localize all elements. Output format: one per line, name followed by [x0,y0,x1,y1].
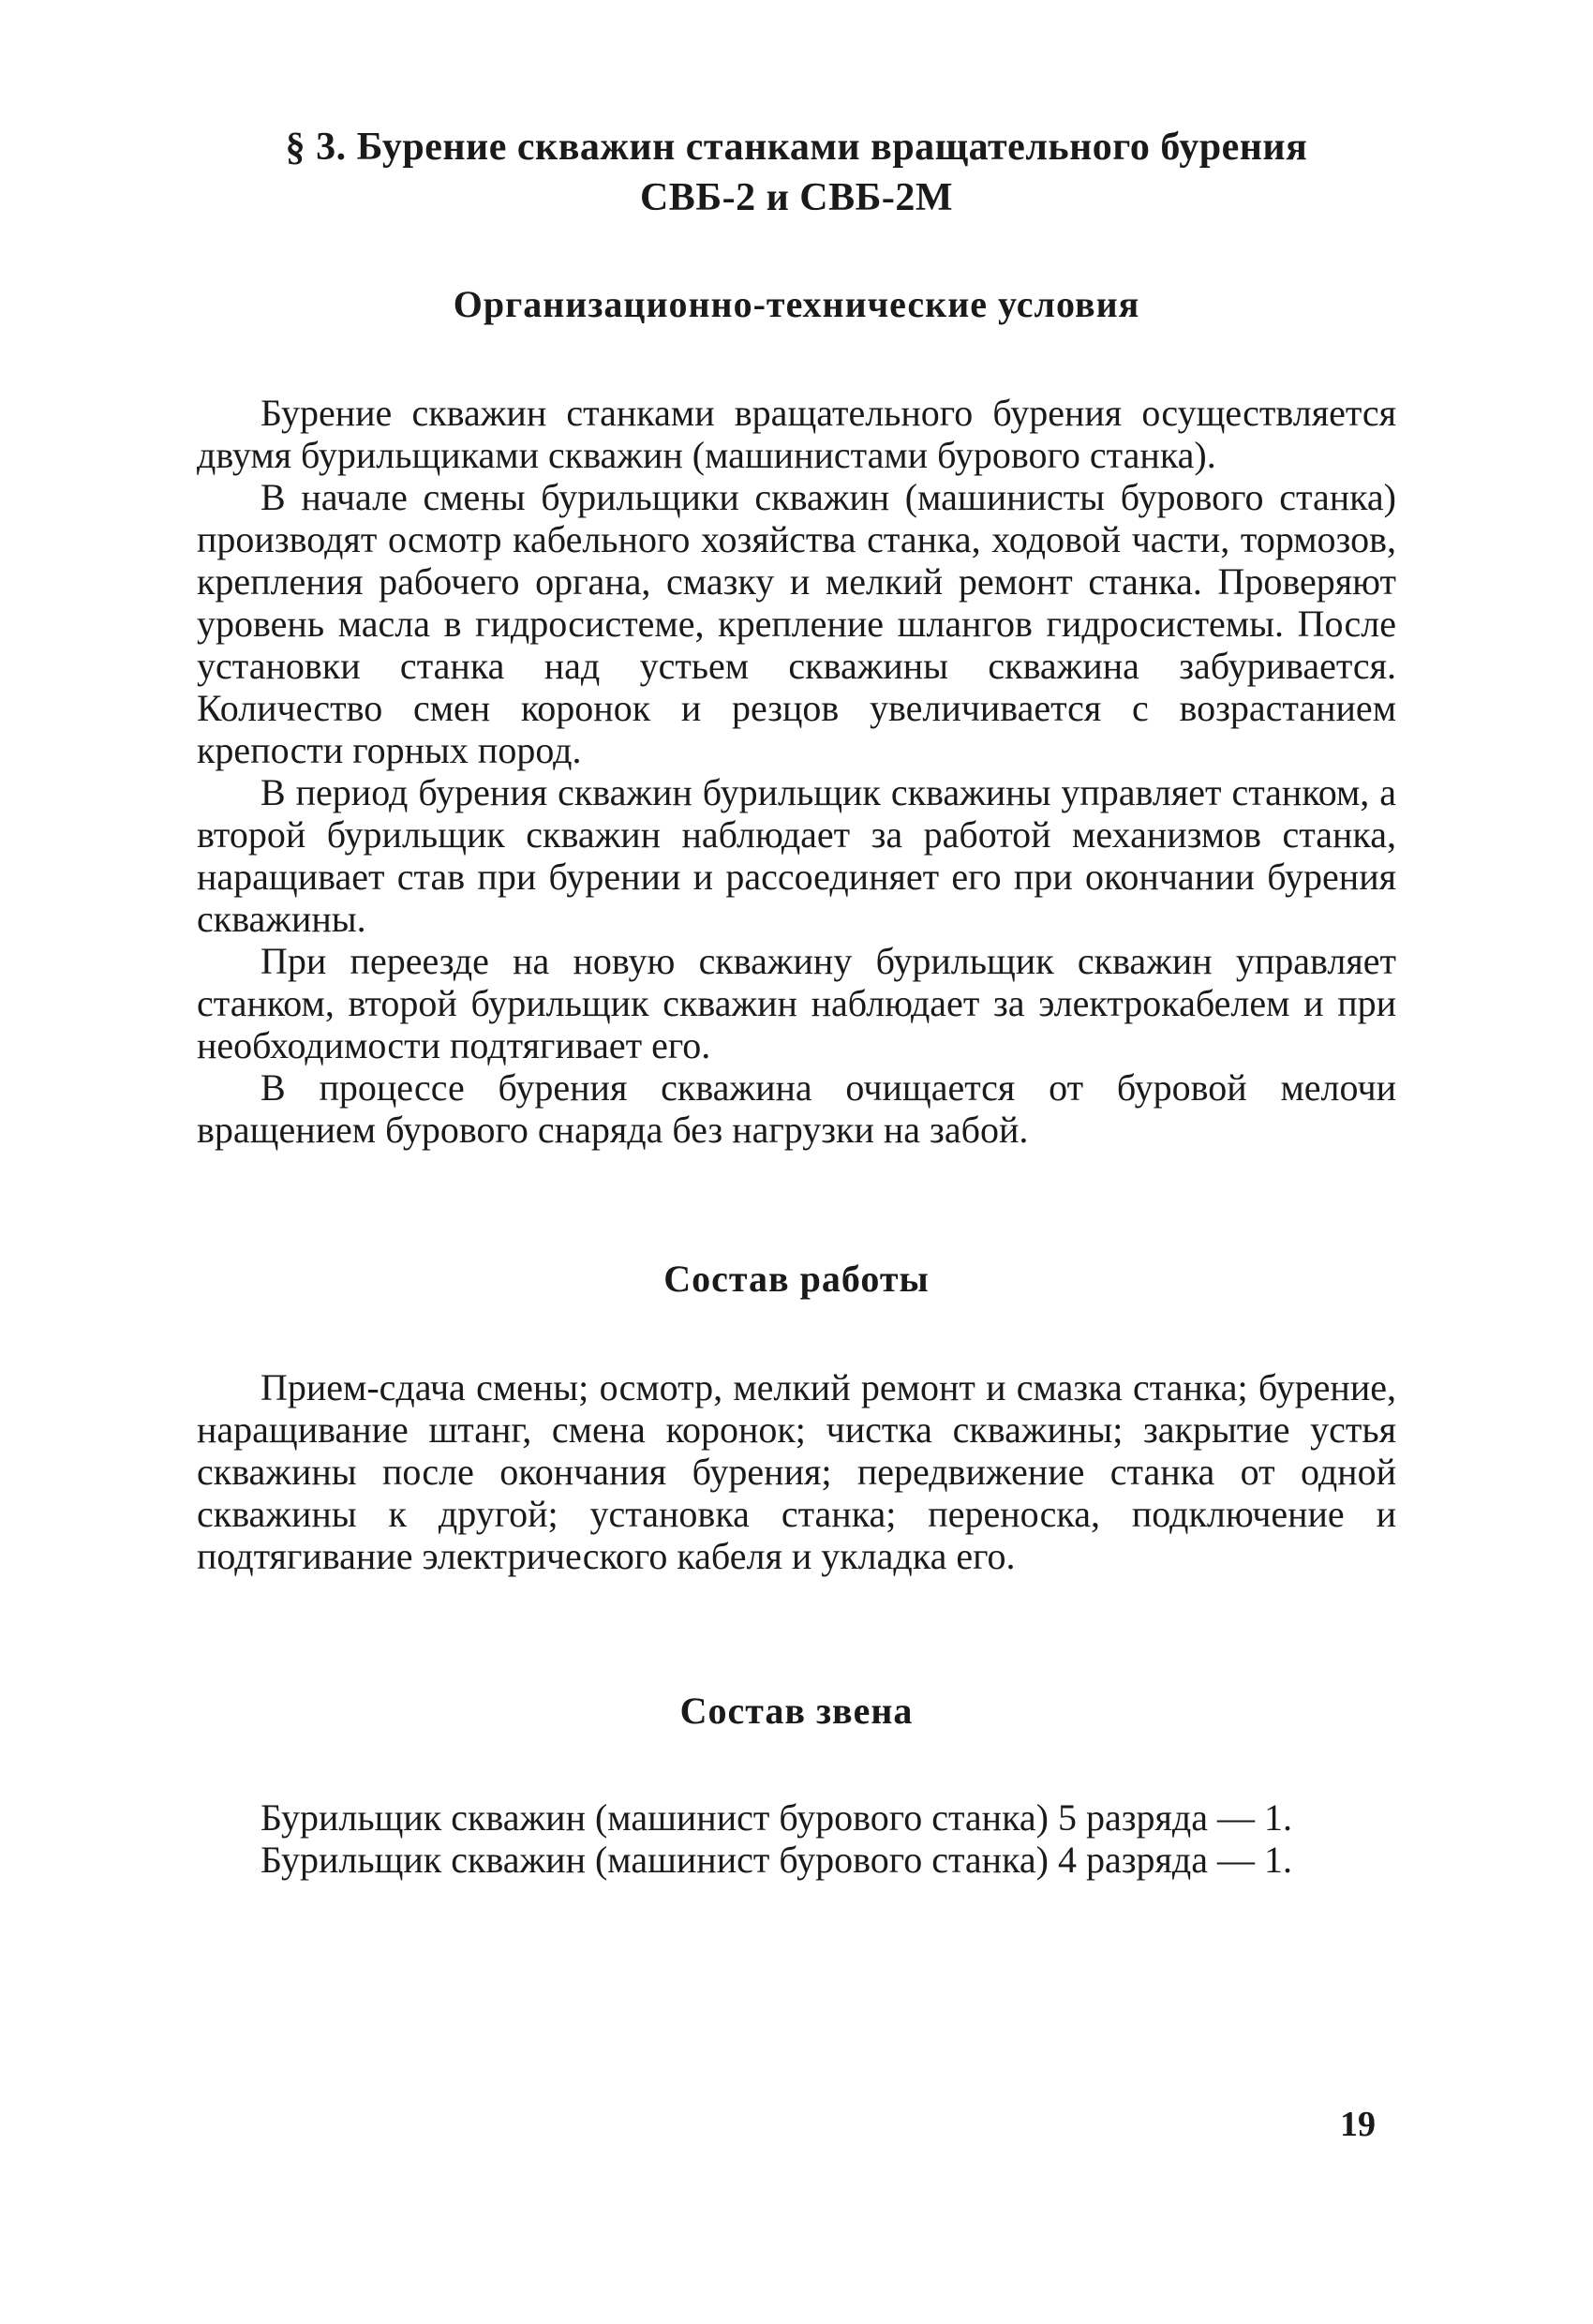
paragraph: Бурильщик скважин (машинист бурового станка) 5 разряда — 1. [261,1796,1293,1839]
section-title-line-1: § 3. Бурение скважин станками вращательного бурения [285,126,1308,169]
paragraph: В начале смены бурильщики скважин (машинисты бурового станка) производят осмотр кабельного хозяйства станка, ходовой части, тормозов, крепления рабочего органа, смазку и мелкий ремонт станка. Проверяют уровень масла в гидросистеме, крепление шлангов гидросистемы. После установки станка над устьем скважины скважина забуривается. Количество смен коронок и резцов увеличивается с возрастанием крепости горных пород. [197,476,1396,771]
heading-team-composition: Состав звена [679,1690,914,1732]
paragraph: В процессе бурения скважина очищается от буровой мелочи вращением бурового снаряда без нагрузки на забой. [197,1066,1396,1151]
paragraph: Бурильщик скважин (машинист бурового станка) 4 разряда — 1. [261,1839,1293,1881]
section-team-composition [197,1796,1396,1881]
section-title [197,122,1396,223]
page-number: 19 [1340,2105,1376,2144]
heading-organizational-conditions: Организационно-технические условия [453,283,1140,325]
section-organizational-conditions [197,392,1396,1151]
paragraph: Прием-сдача смены; осмотр, мелкий ремонт и смазка станка; бурение, наращивание штанг, смена коронок; чистка скважины; закрытие устья скважины после окончания бурения; передвижение станка от одной скважины к другой; установка станка; переноска, подключение и подтягивание электрического кабеля и укладка его. [197,1366,1396,1577]
section-title-line-2: СВБ-2 и СВБ-2М [639,176,954,219]
paragraph: При переезде на новую скважину бурильщик скважин управляет станком, второй бурильщик скважин наблюдает за электрокабелем и при необходимости подтягивает его. [197,940,1396,1066]
document-page [197,122,1396,1881]
paragraph: В период бурения скважин бурильщик скважины управляет станком, а второй бурильщик скважин наблюдает за работой механизмов станка, наращивает став при бурении и рассоединяет его при окончании бурения скважины. [197,771,1396,940]
section-work-composition [197,1366,1396,1577]
paragraph: Бурение скважин станками вращательного бурения осуществляется двумя бурильщиками скважин (машинистами бурового станка). [197,392,1396,476]
heading-work-composition: Состав работы [663,1258,930,1300]
